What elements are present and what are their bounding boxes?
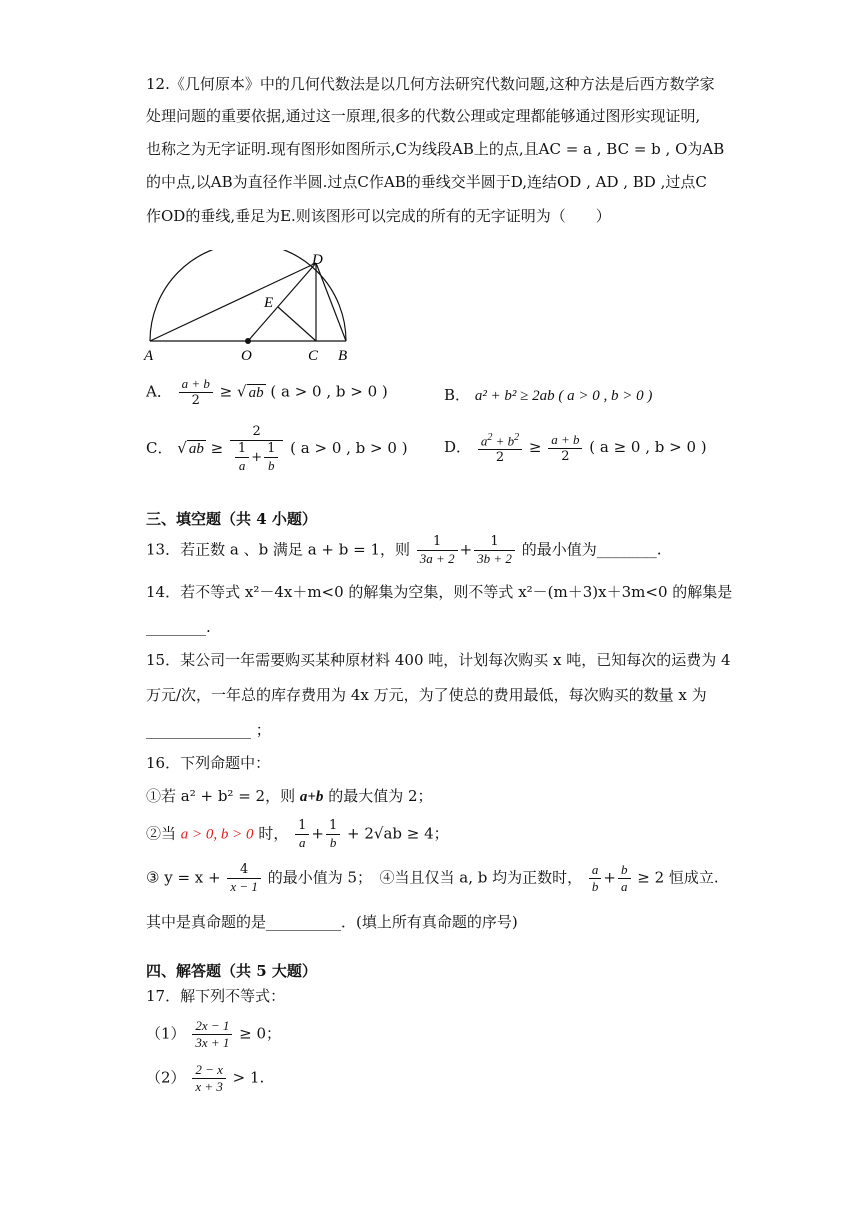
option-b-expression: a² + b² ≥ 2ab ( a > 0 , b > 0 ) [474, 388, 653, 404]
q15-line3: ______________ ； [146, 721, 271, 739]
q16-p1-bold: a+b [299, 789, 324, 805]
q12-line2: 处理问题的重要依据,通过这一原理,很多的代数公理或定理都能够通过图形实现证明, [146, 107, 701, 125]
q16-p2-condition: a > 0, b > 0 [180, 826, 254, 843]
option-c-fraction: 2 $\frac{1}{a}$ + $\frac{1}{b}$ [230, 424, 283, 474]
section-3-heading: 三、填空题（共 4 小题） [146, 510, 317, 528]
q15-line1: 15．某公司一年需要购买某种原材料 400 吨，计划每次购买 x 吨，已知每次的运费为 4 [146, 651, 731, 669]
option-d-condition: ( a ≥ 0 , b > 0 ) [589, 438, 707, 457]
q17-part-2: （2） $\frac{2 - x}{x + 3}$ > 1. [146, 1062, 265, 1094]
q16-p2-suffix: + 2√ab ≥ 4； [347, 824, 449, 843]
section-4-heading: 四、解答题（共 5 大题） [146, 962, 317, 980]
point-O [245, 338, 251, 344]
option-d[interactable]: D． $\frac{a^2 + b^2}{2}$ ≥ $\frac{a + b}{2}$ ( a ≥ 0 , b > 0 ) [444, 431, 707, 466]
q16-answer-line: 其中是真命题的是__________．(填上所有真命题的序号) [146, 913, 518, 931]
q16-p2-prefix: ②当 [146, 824, 177, 843]
label-A: A [144, 348, 154, 364]
q16-proposition-3-4: ③ y = x + $\frac{4}{x - 1}$ 的最小值为 5； ④当且仅当 a, b 均为正数时， $\frac{a}{b}$ + $\frac{b}{a}$ ≥ 2 恒成立. [146, 862, 719, 894]
q15-line2: 万元/次，一年总的库存费用为 4x 万元，为了使总的费用最低，每次购买的数量 x 为 [146, 686, 707, 704]
option-b[interactable] [444, 384, 652, 405]
q12-line5: 作OD的垂线,垂足为E.则该图形可以完成的所有的无字证明为（ ） [146, 207, 611, 225]
option-a[interactable]: A． $\frac{a + b}{2}$ ≥ √ ab ( a > 0 , b > 0 ) [146, 376, 388, 408]
q14-line2: ________. [146, 618, 211, 636]
q16-proposition-2: ②当 a > 0, b > 0 时， $\frac{1}{a}$ + $\frac{1}{b}$ + 2√ab ≥ 4； [146, 818, 449, 850]
q16-p1-suffix: 的最大值为 2； [328, 787, 433, 805]
option-d-fraction-right: $\frac{a + b}{2}$ [548, 432, 582, 465]
option-d-label: D． [444, 438, 472, 457]
label-C: C [308, 348, 319, 364]
segment-CE [278, 307, 316, 341]
q14-line1: 14．若不等式 x²－4x＋m<0 的解集为空集，则不等式 x²－(m＋3)x＋3m<0 的解集是 [146, 583, 733, 601]
segment-AD [150, 263, 316, 341]
q12-line4: 的中点,以AB为直径作半圆.过点C作AB的垂线交半圆于D,连结OD , AD , BD ,过点C [146, 173, 707, 191]
q17-p1-label: （1） [146, 1024, 186, 1043]
q16-proposition-1 [146, 786, 433, 807]
q16-p2-mid: 时， [258, 824, 289, 843]
q16-p3-suffix: 的最小值为 5； ④当且仅当 a, b 均为正数时， [267, 868, 583, 887]
q12-line3: 也称之为无字证明.现有图形如图所示,C为线段AB上的点,且AC = a , BC = b , O为AB [146, 140, 725, 158]
label-B: B [338, 348, 348, 364]
option-a-fraction: $\frac{a + b}{2}$ [179, 376, 213, 409]
segment-BD [316, 263, 346, 341]
q16-p4-tail: ≥ 2 恒成立. [637, 868, 719, 887]
q17-p1-tail: ≥ 0； [239, 1024, 282, 1043]
q17-part-1: （1） $\frac{2x - 1}{3x + 1}$ ≥ 0； [146, 1018, 282, 1050]
option-a-label: A． [146, 382, 172, 401]
option-a-condition: ( a > 0 , b > 0 ) [270, 382, 388, 401]
q13-suffix: 的最小值为________. [521, 540, 662, 559]
q16-p1-prefix: ①若 a² + b² = 2，则 [146, 787, 296, 805]
label-D: D [312, 252, 323, 268]
q17-p2-tail: > 1. [232, 1068, 265, 1087]
segment-OD [248, 263, 316, 341]
semicircle-figure [140, 250, 360, 365]
label-E: E [264, 295, 274, 311]
option-b-label: B． [444, 386, 471, 404]
option-c[interactable]: C． √ ab ≥ 2 $\frac{1}{a}$ + $\frac{1}{b}$ ( a > 0 , b > 0 ) [146, 424, 408, 473]
q12-line1: 12.《几何原本》中的几何代数法是以几何方法研究代数问题,这种方法是后西方数学家 [146, 75, 715, 93]
q13: 13．若正数 a 、b 满足 a + b = 1，则 $\frac{1}{3a + 2}$ + $\frac{1}{3b + 2}$ 的最小值为________. [146, 534, 662, 566]
label-O: O [241, 348, 252, 364]
q16-p3-prefix: ③ y = x + [146, 868, 221, 887]
option-c-condition: ( a > 0 , b > 0 ) [290, 439, 408, 457]
q17-title: 17．解下列不等式： [146, 987, 286, 1005]
q13-prefix: 13．若正数 a 、b 满足 a + b = 1，则 [146, 540, 411, 559]
option-d-fraction-left: $\frac{a^2 + b^2}{2}$ [478, 430, 522, 466]
q16-title: 16．下列命题中： [146, 754, 271, 772]
option-c-label: C． [146, 439, 173, 457]
q17-p2-label: （2） [146, 1068, 186, 1087]
